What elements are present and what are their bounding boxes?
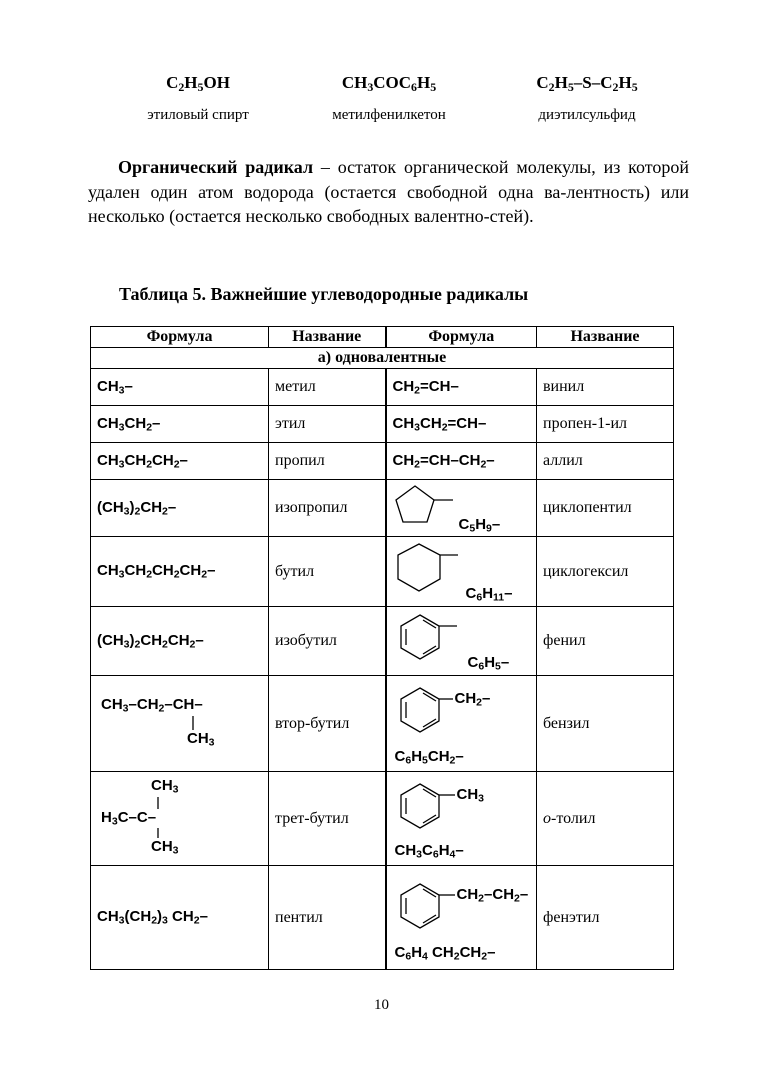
- name-cell: изопропил: [269, 480, 386, 537]
- table-caption: Таблица 5. Важнейшие углеводородные радикалы: [119, 284, 529, 304]
- formula-cell: $CH_3CH_2CH_2-$: [91, 443, 269, 480]
- table-row: [91, 480, 674, 537]
- structure-label: $CH_2-$: [454, 690, 491, 709]
- structure-cell: [386, 866, 537, 970]
- structure-cell: [386, 607, 537, 676]
- structure-label: $C_5H_9-$: [458, 516, 501, 535]
- structure-label: $CH_3$: [151, 777, 179, 796]
- example-acetophenone: [289, 72, 489, 124]
- name-cell: циклогексил: [537, 537, 674, 607]
- name-cell: втор-бутил: [269, 676, 386, 772]
- structure-cell: [386, 537, 537, 607]
- table-row: [91, 406, 674, 443]
- structure-label: $CH_3C_6H_4-$: [394, 842, 464, 861]
- table-header-row: [91, 327, 674, 348]
- example-formula: $C_2H_5OH$: [166, 73, 230, 94]
- ortho-prefix: о: [543, 809, 551, 827]
- example-formulas: [0, 72, 763, 128]
- example-ethanol: [98, 72, 298, 124]
- table-row: [91, 537, 674, 607]
- formula-cell: $CH_2=CH-CH_2-$: [386, 443, 537, 480]
- formula-cell: $CH_3CH_2-$: [91, 406, 269, 443]
- structure-cell: [386, 480, 537, 537]
- formula-cell: $CH_3CH_2=CH-$: [386, 406, 537, 443]
- example-formula: $C_2H_5-S-C_2H_5$: [536, 73, 638, 94]
- radical-definition: [88, 155, 689, 229]
- structure-cell: [91, 772, 269, 866]
- example-formula: $CH_3COC_6H_5$: [341, 73, 437, 94]
- formula-cell: $CH_2=CH-$: [386, 369, 537, 406]
- formula-cell: $CH_3CH_2CH_2CH_2-$: [91, 537, 269, 607]
- name-cell: циклопентил: [537, 480, 674, 537]
- structure-label: $C_6H_4$ $CH_2CH_2-$: [394, 944, 496, 963]
- example-name: этиловый спирт: [147, 106, 249, 123]
- structure-label: $CH_3$: [187, 730, 215, 749]
- radicals-table: [90, 326, 674, 970]
- structure-label: $CH_3$: [151, 838, 179, 857]
- name-cell: о-толил: [537, 772, 674, 866]
- page-number: 10: [374, 997, 389, 1013]
- table-row: [91, 607, 674, 676]
- structure-label: $C_6H_5-$: [467, 654, 510, 673]
- table-row: [91, 443, 674, 480]
- table-row: [91, 866, 674, 970]
- name-cell: пропен-1-ил: [537, 406, 674, 443]
- structure-label: $C_6H_5CH_2-$: [394, 748, 464, 767]
- definition-text: – остаток органической молекулы, из которой удален один атом водорода (остается свободной одна ва-лентность) или несколько (остается несколько свободных валентно-стей).: [88, 157, 689, 226]
- name-cell: аллил: [537, 443, 674, 480]
- example-name: метилфенилкетон: [332, 106, 446, 123]
- header-formula: Формула: [91, 327, 269, 348]
- name-cell: бензил: [537, 676, 674, 772]
- header-formula: Формула: [386, 327, 537, 348]
- structure-cell: [386, 676, 537, 772]
- benzene-ring-icon: [387, 607, 537, 675]
- name-cell: фенил: [537, 607, 674, 676]
- cyclohexane-ring-icon: [387, 537, 537, 606]
- name-cell: трет-бутил: [269, 772, 386, 866]
- table-row: [91, 772, 674, 866]
- header-name: Название: [537, 327, 674, 348]
- name-cell: метил: [269, 369, 386, 406]
- name-cell: бутил: [269, 537, 386, 607]
- definition-term: Органический радикал: [118, 157, 314, 177]
- table-row: [91, 369, 674, 406]
- name-cell: фенэтил: [537, 866, 674, 970]
- structure-label: $CH_3-CH_2-CH-$: [101, 696, 203, 715]
- formula-cell: $(CH_3)_2CH_2-$: [91, 480, 269, 537]
- formula-cell: $CH_3-$: [91, 369, 269, 406]
- table-row: [91, 676, 674, 772]
- name-cell: пропил: [269, 443, 386, 480]
- example-name: диэтилсульфид: [538, 106, 636, 123]
- structure-cell: [386, 772, 537, 866]
- header-name: Название: [269, 327, 386, 348]
- structure-label: $C_6H_{11}-$: [465, 585, 513, 604]
- structure-label: $CH_3$: [456, 786, 485, 805]
- name-cell: изобутил: [269, 607, 386, 676]
- bond-lines: [91, 772, 269, 865]
- name-cell: пентил: [269, 866, 386, 970]
- formula-cell: $(CH_3)_2CH_2CH_2-$: [91, 607, 269, 676]
- formula-cell: $CH_3(CH_2)_3$ $CH_2-$: [91, 866, 269, 970]
- name-cell: этил: [269, 406, 386, 443]
- name-cell: винил: [537, 369, 674, 406]
- structure-cell: [91, 676, 269, 772]
- bond-lines: [91, 676, 269, 771]
- structure-label: $H_3C-C-$: [101, 809, 157, 828]
- structure-label: $CH_2-CH_2-$: [456, 886, 529, 905]
- example-diethylsulfide: [487, 72, 687, 124]
- section-row: [91, 348, 674, 369]
- section-title: а) одновалентные: [91, 348, 674, 369]
